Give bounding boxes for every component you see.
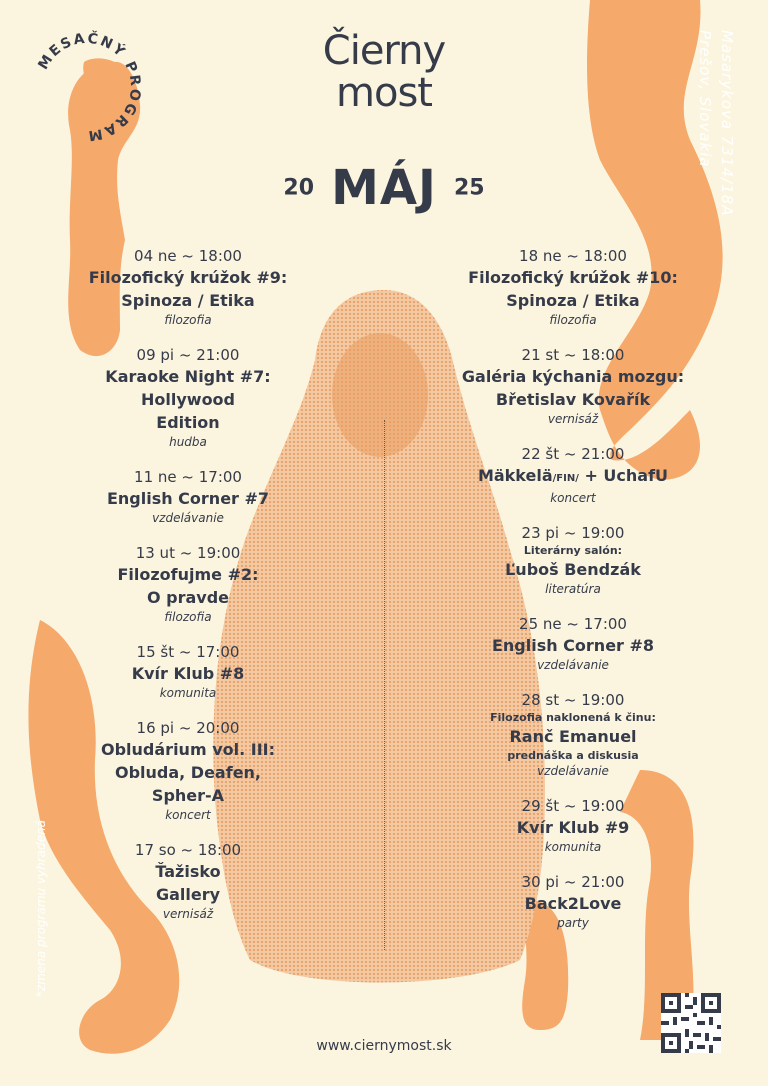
badge-text: MESAČNÝ PROGRAM xyxy=(35,30,144,144)
halftone-face xyxy=(332,333,428,457)
event-date: 04 ne ~ 18:00 xyxy=(134,247,242,265)
address xyxy=(694,30,738,216)
event-item xyxy=(423,690,723,780)
event-item xyxy=(38,840,338,923)
event-date: 09 pi ~ 21:00 xyxy=(136,346,240,364)
event-date: 11 ne ~ 17:00 xyxy=(134,468,242,486)
event-item xyxy=(423,796,723,856)
event-date: 28 st ~ 19:00 xyxy=(521,691,625,709)
program-change-notice: *zmena programu vyhradená xyxy=(34,820,48,998)
event-title: Filozofujme #2: O pravde xyxy=(117,565,259,607)
year-left: 20 xyxy=(283,175,315,201)
event-title: Obludárium vol. III: Obluda, Deafen, Spher-A xyxy=(101,740,275,805)
event-item xyxy=(423,246,723,329)
events-left-column xyxy=(38,246,338,939)
event-supertitle: Filozofia naklonená k činu: xyxy=(490,711,656,724)
logo xyxy=(0,30,768,114)
event-category: literatúra xyxy=(545,582,601,596)
event-category: komunita xyxy=(159,686,217,700)
event-date: 25 ne ~ 17:00 xyxy=(519,615,627,633)
logo-line-1: Čierny xyxy=(322,28,446,74)
address-line-1: Masarykova 7314/18A xyxy=(718,30,736,217)
event-item xyxy=(423,444,723,507)
event-category: party xyxy=(557,916,589,930)
event-date: 22 št ~ 21:00 xyxy=(521,445,625,463)
event-category: vzdelávanie xyxy=(537,658,609,672)
month-name: MÁJ xyxy=(331,160,437,216)
website-link[interactable]: www.ciernymost.sk xyxy=(316,1038,452,1054)
event-date: 13 ut ~ 19:00 xyxy=(135,544,241,562)
event-item xyxy=(38,467,338,527)
event-date: 23 pi ~ 19:00 xyxy=(521,524,625,542)
logo-line-2: most xyxy=(336,70,432,116)
event-item xyxy=(38,642,338,702)
event-date: 21 st ~ 18:00 xyxy=(521,346,625,364)
event-category: vzdelávanie xyxy=(537,764,609,778)
event-date: 18 ne ~ 18:00 xyxy=(519,247,627,265)
event-item xyxy=(423,872,723,932)
center-divider xyxy=(384,420,385,950)
event-title: Mäkkelä/FIN/ + UchafU xyxy=(477,466,669,485)
event-category: filozofia xyxy=(164,610,212,624)
event-date: 16 pi ~ 20:00 xyxy=(136,719,240,737)
event-title: English Corner #8 xyxy=(491,636,655,655)
event-title: Ťažisko Gallery xyxy=(155,862,221,904)
event-category: komunita xyxy=(544,840,602,854)
events-right-column xyxy=(423,246,723,948)
event-title: Kvír Klub #9 xyxy=(516,818,630,837)
event-date: 17 so ~ 18:00 xyxy=(134,841,242,859)
event-item xyxy=(423,345,723,428)
event-category: filozofia xyxy=(549,313,597,327)
event-item xyxy=(423,614,723,674)
event-category: vernisáž xyxy=(547,412,599,426)
event-supertitle: Literárny salón: xyxy=(523,544,623,557)
event-item xyxy=(38,543,338,626)
event-date: 15 št ~ 17:00 xyxy=(136,643,240,661)
address-line-2: Prešov, Slovakia xyxy=(696,30,714,168)
month-heading xyxy=(0,160,768,216)
event-item xyxy=(423,523,723,598)
event-category: koncert xyxy=(165,808,211,822)
event-date: 29 št ~ 19:00 xyxy=(521,797,625,815)
event-category: filozofia xyxy=(164,313,212,327)
event-title: Ranč Emanuel xyxy=(509,727,637,746)
event-title: Back2Love xyxy=(524,894,622,913)
event-date: 30 pi ~ 21:00 xyxy=(521,873,625,891)
year-right: 25 xyxy=(453,175,485,201)
event-category: vzdelávanie xyxy=(152,511,224,525)
event-category: hudba xyxy=(169,435,207,449)
event-title: Filozofický krúžok #10: Spinoza / Etika xyxy=(468,268,678,310)
event-title: Kvír Klub #8 xyxy=(131,664,245,683)
event-item xyxy=(38,345,338,451)
event-item xyxy=(38,246,338,329)
event-title: Karaoke Night #7: Hollywood Edition xyxy=(105,367,271,432)
event-category: koncert xyxy=(550,491,596,505)
event-subtitle: prednáška a diskusia xyxy=(507,749,639,762)
event-title: Galéria kýchania mozgu: Břetislav Kovařík xyxy=(461,367,685,409)
event-item xyxy=(38,718,338,824)
event-title: English Corner #7 xyxy=(106,489,270,508)
event-title: Ľuboš Bendzák xyxy=(505,560,641,579)
event-category: vernisáž xyxy=(162,907,214,921)
event-title: Filozofický krúžok #9: Spinoza / Etika xyxy=(88,268,288,310)
